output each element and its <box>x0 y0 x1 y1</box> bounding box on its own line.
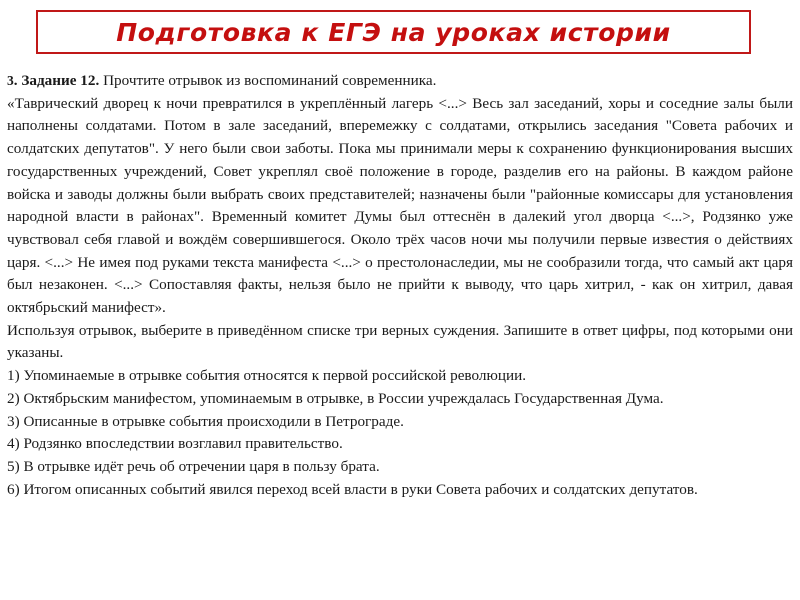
answer-option-2: 2) Октябрьским манифестом, упоминаемым в отрывке, в России учреждалась Государственная Дума. <box>7 389 664 407</box>
task-label: . Задание 12. <box>13 72 100 89</box>
answer-option-3: 3) Описанные в отрывке события происходили в Петрограде. <box>7 412 404 430</box>
answer-option-1: 1) Упоминаемые в отрывке события относятся к первой российской революции. <box>7 367 526 385</box>
slide-title: Подготовка к ЕГЭ на уроках истории <box>116 17 671 47</box>
task-header <box>7 70 793 93</box>
answer-option-6: 6) Итогом описанных событий явился переход всей власти в руки Совета рабочих и солдатских депутатов. <box>7 480 698 498</box>
task-instruction: Прочтите отрывок из воспоминаний современника. <box>103 72 437 89</box>
task-question: Используя отрывок, выберите в приведённом списке три верных суждения. Запишите в ответ цифры, под которыми они указаны. <box>7 321 793 362</box>
source-quote: «Таврический дворец к ночи превратился в укреплённый лагерь <...> Весь зал заседаний, хоры и соседние залы были наполнены солдатами. Потом в зале заседаний, вперемежку с солдатами, открылись заседания "Совета рабочих и солдатских депутатов". У него были свои заботы. Пока мы принимали меры к сохранению функционирования высших государственных учреждений, Совет укреплял своё положение в городе, разделив его на районы. В каждом районе войска и заводы должны были выбрать своих представителей; назначены были "районные комиссары для установления народной власти в районах". Временный комитет Думы был оттеснён в далекий угол дворца <...>, Родзянко уже чувствовал себя главой и вождём совершившегося. Около трёх часов ночи мы получили первые известия о действиях царя. <...> Не имея под руками текста манифеста <...> о престолонаследии, мы не сообразили тогда, что самый акт царя был незаконен. <...> Сопоставляя факты, нельзя было не прийти к выводу, что царь хитрил, - как он хитрил, давая октябрьский манифест». <box>7 94 793 317</box>
answer-option-5: 5) В отрывке идёт речь об отречении царя в пользу брата. <box>7 457 380 475</box>
task-content <box>7 70 793 501</box>
slide-title-box <box>36 10 751 54</box>
task-number: 3 <box>7 73 14 88</box>
answer-option-4: 4) Родзянко впоследствии возглавил правительство. <box>7 435 343 453</box>
